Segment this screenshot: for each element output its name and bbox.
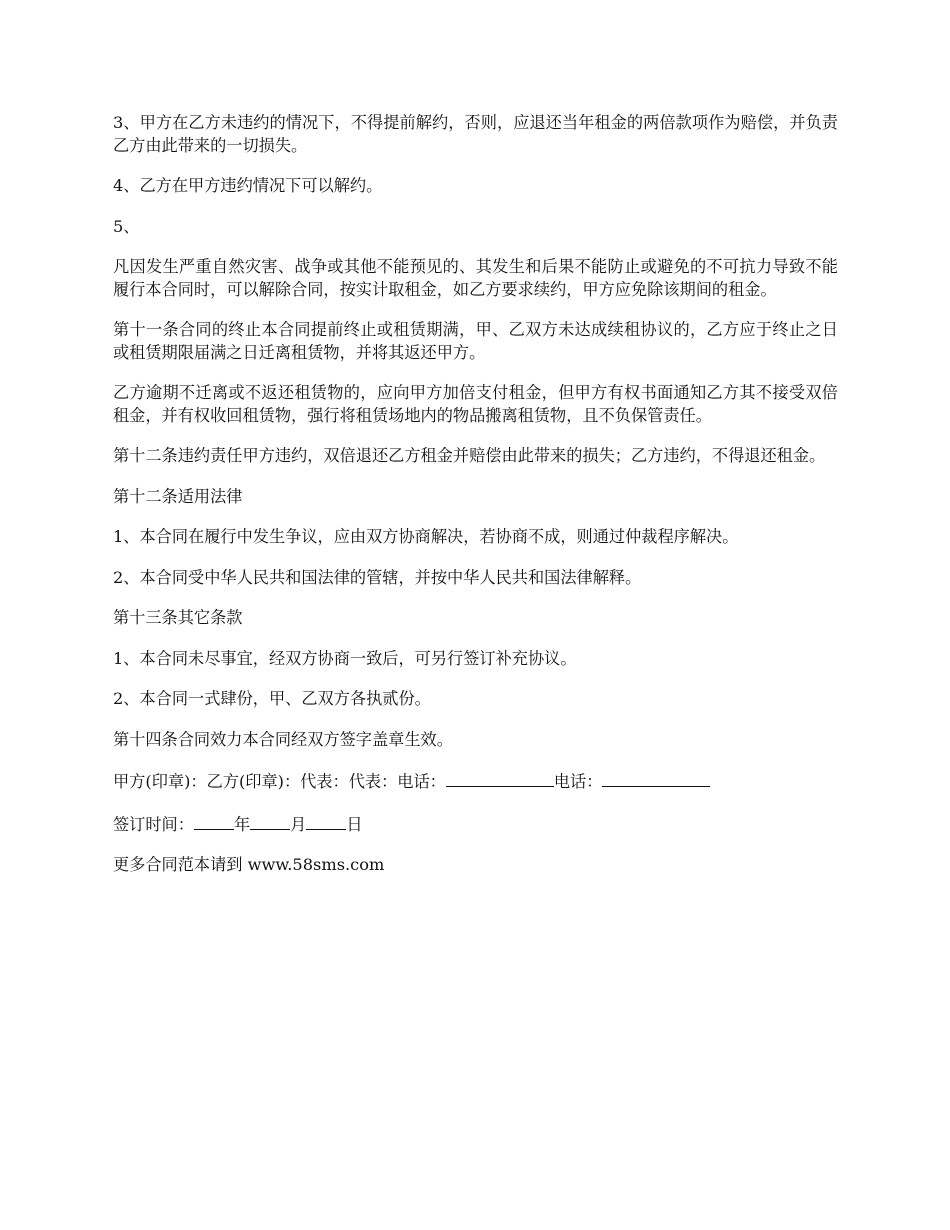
- year-blank: [194, 812, 234, 830]
- phone-blank-2: [602, 769, 710, 787]
- month-blank: [250, 812, 290, 830]
- clause-paragraph: 3、甲方在乙方未违约的情况下，不得提前解约，否则，应退还当年租金的两倍款项作为赔偿，并负责乙方由此带来的一切损失。: [113, 113, 838, 155]
- clause-paragraph: 第十二条违约责任甲方违约，双倍退还乙方租金并赔偿由此带来的损失；乙方违约，不得退还租金。: [113, 446, 826, 465]
- clause-paragraph: 1、本合同未尽事宜，经双方协商一致后，可另行签订补充协议。: [113, 648, 577, 668]
- document-page: [113, 112, 838, 895]
- section-heading: 第十二条适用法律: [113, 486, 243, 506]
- phone-label-2: 电话：: [553, 772, 603, 791]
- signing-date-label: 签订时间：: [113, 814, 194, 834]
- signature-parties-label: 甲方(印章)：乙方(印章)：代表：代表：电话：: [113, 772, 446, 791]
- clause-paragraph: 5、: [113, 216, 140, 236]
- clause-paragraph: 4、乙方在甲方违约情况下可以解约。: [113, 176, 383, 195]
- month-label: 月: [290, 814, 307, 834]
- day-label: 日: [346, 814, 363, 834]
- clause-paragraph: 第十一条合同的终止本合同提前终止或租赁期满，甲、乙双方未达成续租协议的，乙方应于终止之日或租赁期限届满之日迁离租赁物，并将其返还甲方。: [113, 320, 838, 362]
- day-blank: [306, 812, 346, 830]
- clause-paragraph: 2、本合同一式肆份，甲、乙双方各执贰份。: [113, 689, 431, 708]
- section-heading: 第十三条其它条款: [113, 608, 243, 627]
- signing-date-line: [113, 812, 838, 837]
- signature-line: [113, 769, 838, 794]
- year-label: 年: [233, 814, 251, 834]
- footer-note: 更多合同范本请到 www.58sms.com: [113, 855, 385, 874]
- clause-paragraph: 乙方逾期不迁离或不返还租赁物的，应向甲方加倍支付租金，但甲方有权书面通知乙方其不接受双倍租金，并有权收回租赁物，强行将租赁场地内的物品搬离租赁物，且不负保管责任。: [113, 383, 838, 425]
- phone-blank-1: [446, 769, 554, 787]
- clause-paragraph: 凡因发生严重自然灾害、战争或其他不能预见的、其发生和后果不能防止或避免的不可抗力导致不能履行本合同时，可以解除合同，按实计取租金，如乙方要求续约，甲方应免除该期间的租金。: [113, 257, 838, 299]
- clause-paragraph: 2、本合同受中华人民共和国法律的管辖，并按中华人民共和国法律解释。: [113, 567, 642, 587]
- clause-paragraph: 1、本合同在履行中发生争议，应由双方协商解决，若协商不成，则通过仲裁程序解决。: [113, 527, 739, 546]
- clause-paragraph: 第十四条合同效力本合同经双方签字盖章生效。: [113, 729, 453, 749]
